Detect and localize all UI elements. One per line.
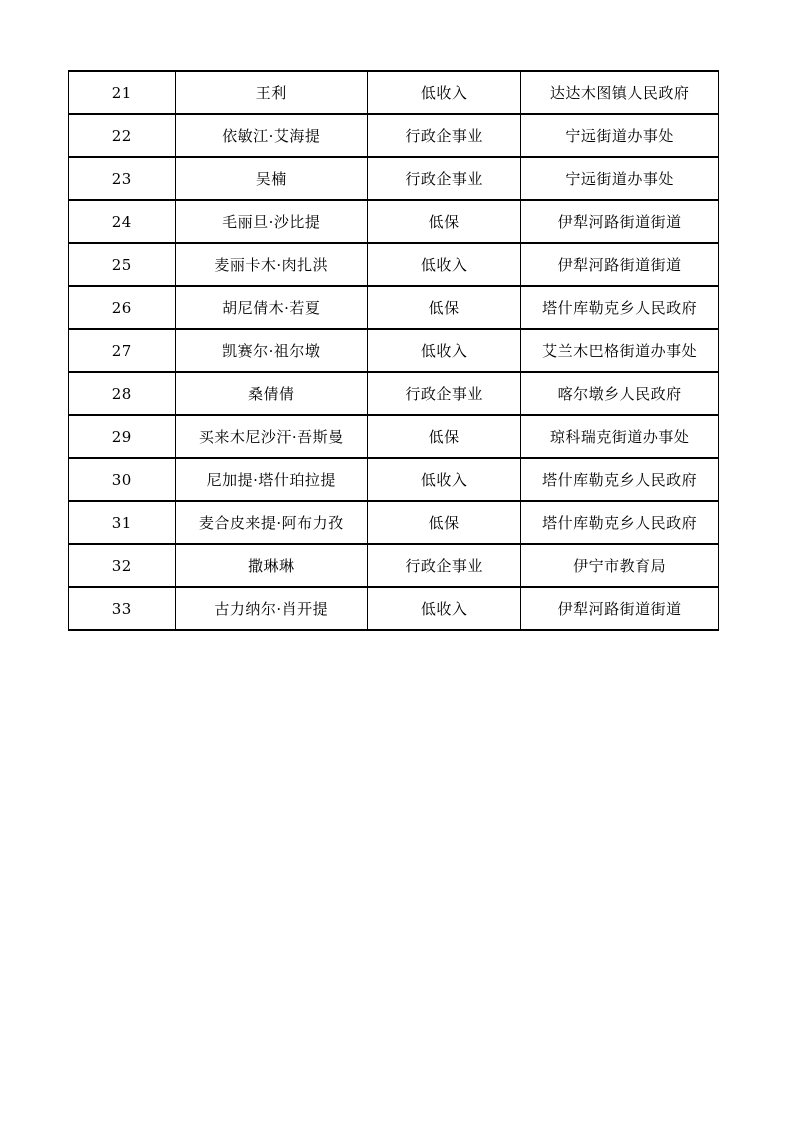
cell-category: 行政企事业 — [367, 544, 520, 587]
cell-organization: 伊犁河路街道街道 — [521, 200, 719, 243]
cell-organization: 喀尔墩乡人民政府 — [521, 372, 719, 415]
cell-index: 33 — [69, 587, 176, 630]
table-row — [69, 587, 719, 630]
cell-organization: 塔什库勒克乡人民政府 — [521, 286, 719, 329]
cell-organization: 伊犁河路街道街道 — [521, 587, 719, 630]
cell-index: 25 — [69, 243, 176, 286]
table-row — [69, 501, 719, 544]
cell-index: 22 — [69, 114, 176, 157]
cell-name: 麦合皮来提·阿布力孜 — [175, 501, 367, 544]
table-row — [69, 286, 719, 329]
table-row — [69, 458, 719, 501]
cell-index: 26 — [69, 286, 176, 329]
cell-organization: 伊宁市教育局 — [521, 544, 719, 587]
cell-category: 行政企事业 — [367, 157, 520, 200]
cell-name: 吴楠 — [175, 157, 367, 200]
table-row — [69, 200, 719, 243]
cell-category: 低收入 — [367, 329, 520, 372]
cell-organization: 宁远街道办事处 — [521, 157, 719, 200]
table-row — [69, 329, 719, 372]
cell-category: 行政企事业 — [367, 114, 520, 157]
cell-category: 低保 — [367, 286, 520, 329]
table-row — [69, 157, 719, 200]
cell-name: 古力纳尔·肖开提 — [175, 587, 367, 630]
roster-table-body — [69, 71, 719, 630]
cell-name: 麦丽卡木·肉扎洪 — [175, 243, 367, 286]
cell-name: 毛丽旦·沙比提 — [175, 200, 367, 243]
cell-category: 低收入 — [367, 587, 520, 630]
cell-name: 凯赛尔·祖尔墩 — [175, 329, 367, 372]
table-row — [69, 372, 719, 415]
cell-index: 28 — [69, 372, 176, 415]
cell-organization: 伊犁河路街道街道 — [521, 243, 719, 286]
cell-index: 31 — [69, 501, 176, 544]
cell-index: 23 — [69, 157, 176, 200]
cell-name: 撒琳琳 — [175, 544, 367, 587]
cell-organization: 塔什库勒克乡人民政府 — [521, 501, 719, 544]
cell-name: 王利 — [175, 71, 367, 114]
table-row — [69, 114, 719, 157]
cell-organization: 达达木图镇人民政府 — [521, 71, 719, 114]
cell-index: 30 — [69, 458, 176, 501]
cell-category: 低保 — [367, 415, 520, 458]
cell-name: 买来木尼沙汗·吾斯曼 — [175, 415, 367, 458]
table-row — [69, 544, 719, 587]
cell-category: 低保 — [367, 200, 520, 243]
table-row — [69, 243, 719, 286]
cell-name: 胡尼倩木·若夏 — [175, 286, 367, 329]
cell-category: 低保 — [367, 501, 520, 544]
table-row — [69, 415, 719, 458]
cell-index: 24 — [69, 200, 176, 243]
cell-name: 桑倩倩 — [175, 372, 367, 415]
cell-index: 21 — [69, 71, 176, 114]
cell-organization: 琼科瑞克街道办事处 — [521, 415, 719, 458]
cell-organization: 艾兰木巴格街道办事处 — [521, 329, 719, 372]
cell-index: 32 — [69, 544, 176, 587]
roster-table — [68, 70, 719, 631]
cell-category: 低收入 — [367, 71, 520, 114]
cell-category: 行政企事业 — [367, 372, 520, 415]
table-row — [69, 71, 719, 114]
cell-name: 依敏江·艾海提 — [175, 114, 367, 157]
cell-category: 低收入 — [367, 458, 520, 501]
cell-organization: 宁远街道办事处 — [521, 114, 719, 157]
cell-index: 27 — [69, 329, 176, 372]
cell-category: 低收入 — [367, 243, 520, 286]
cell-organization: 塔什库勒克乡人民政府 — [521, 458, 719, 501]
cell-name: 尼加提·塔什珀拉提 — [175, 458, 367, 501]
cell-index: 29 — [69, 415, 176, 458]
